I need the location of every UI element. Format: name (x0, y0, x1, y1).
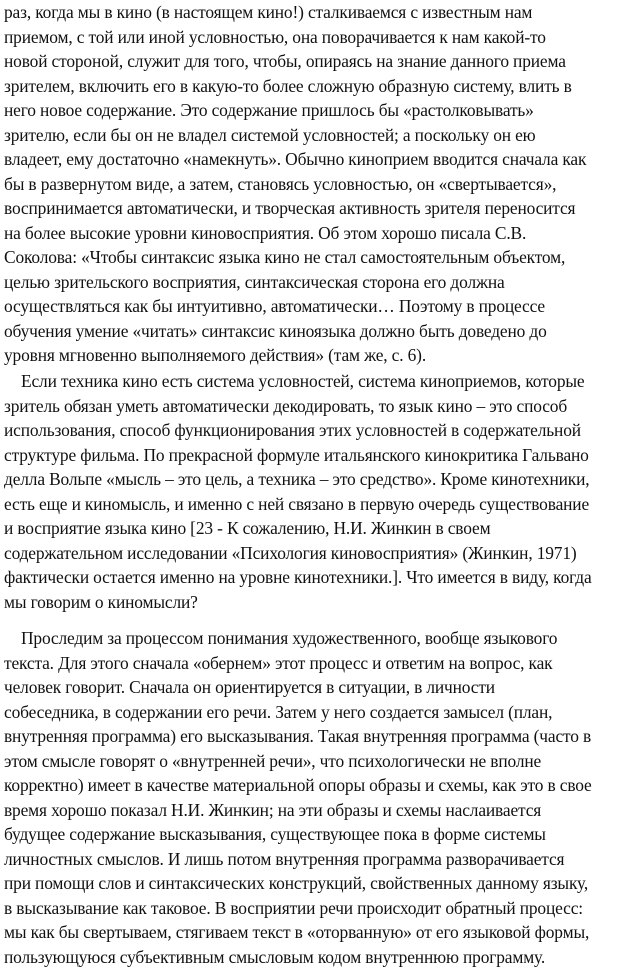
text-line: уровня мгновенно выполняемого действия» (там же, с. 6). (0, 343, 586, 368)
text-line: него новое содержание. Это содержание пришлось бы «растолковывать» (0, 98, 586, 123)
text-line: Соколова: «Чтобы синтаксис языка кино не стал самостоятельным объектом, (0, 245, 586, 270)
text-line: фактически остается именно на уровне кинотехники.]. Что имеется в виду, когда (0, 565, 592, 590)
text-line: есть еще и киномысль, и именно с ней связано в первую очередь существование (0, 492, 592, 517)
text-line: структуре фильма. По прекрасной формуле итальянского кинокритика Гальвано (0, 443, 592, 468)
paragraph-2 (0, 369, 592, 614)
text-line: новой стороной, служит для того, чтобы, опираясь на знание данного приема (0, 49, 586, 74)
text-line: собеседника, в содержании его речи. Затем у него создается замысел (план, (0, 700, 592, 725)
text-line: обучения умение «читать» синтаксис киноязыка должно быть доведено до (0, 319, 586, 344)
text-line: Проследим за процессом понимания художественного, вообще языкового (0, 626, 592, 651)
text-line: воспринимается автоматически, и творческая активность зрителя переносится (0, 196, 586, 221)
text-line: владеет, ему достаточно «намекнуть». Обычно киноприем вводится сначала как (0, 147, 586, 172)
text-line: текста. Для этого сначала «обернем» этот процесс и ответим на вопрос, как (0, 651, 592, 676)
text-line: этом смысле говорят о «внутренней речи», что психологически не вполне (0, 749, 592, 774)
text-line: пользующуюся субъективным смысловым кодом внутреннюю программу. (0, 945, 592, 969)
text-line: делла Вольпе «мысль – это цель, а техника – это средство». Кроме кинотехники, (0, 467, 592, 492)
text-line: будущее содержание высказывания, существующее пока в форме системы (0, 822, 592, 847)
text-line: мы как бы свертываем, стягиваем текст в «оторванную» от его языковой формы, (0, 920, 592, 945)
text-line: зритель обязан уметь автоматически декодировать, то язык кино – это способ (0, 394, 592, 419)
text-line: время хорошо показал Н.И. Жинкин; на эти образы и схемы наслаивается (0, 798, 592, 823)
text-line: содержательном исследовании «Психология киновосприятия» (Жинкин, 1971) (0, 541, 592, 566)
text-line: бы в развернутом виде, а затем, становясь условностью, он «свертывается», (0, 172, 586, 197)
text-line: целью зрительского восприятия, синтаксическая сторона его должна (0, 270, 586, 295)
text-line: при помощи слов и синтаксических конструкций, свойственных данному языку, (0, 871, 592, 896)
text-line: раз, когда мы в кино (в настоящем кино!) сталкиваемся с известным нам (0, 0, 586, 25)
paragraph-3 (0, 626, 592, 969)
text-line: и восприятие языка кино [23 - К сожалению, Н.И. Жинкин в своем (0, 516, 592, 541)
text-line: мы говорим о киномысли? (0, 590, 592, 615)
text-line: приемом, с той или иной условностью, она поворачивается к нам какой-то (0, 25, 586, 50)
text-line: корректно) имеет в качестве материальной опоры образы и схемы, как это в свое (0, 773, 592, 798)
text-line: зрителем, включить его в какую-то более сложную образную систему, влить в (0, 74, 586, 99)
text-line: внутренняя программа) его высказывания. Такая внутренняя программа (часто в (0, 724, 592, 749)
text-line: осуществляться как бы интуитивно, автоматически… Поэтому в процессе (0, 294, 586, 319)
paragraph-1 (0, 0, 586, 368)
text-line: использования, способ функционирования этих условностей в содержательной (0, 418, 592, 443)
text-line: Если техника кино есть система условностей, система киноприемов, которые (0, 369, 592, 394)
text-line: человек говорит. Сначала он ориентируется в ситуации, в личности (0, 675, 592, 700)
text-line: на более высокие уровни киновосприятия. Об этом хорошо писала С.В. (0, 221, 586, 246)
text-line: зрителю, если бы он не владел системой условностей; а поскольку он ею (0, 123, 586, 148)
text-line: в высказывание как таковое. В восприятии речи происходит обратный процесс: (0, 896, 592, 921)
text-line: личностных смыслов. И лишь потом внутренняя программа разворачивается (0, 847, 592, 872)
